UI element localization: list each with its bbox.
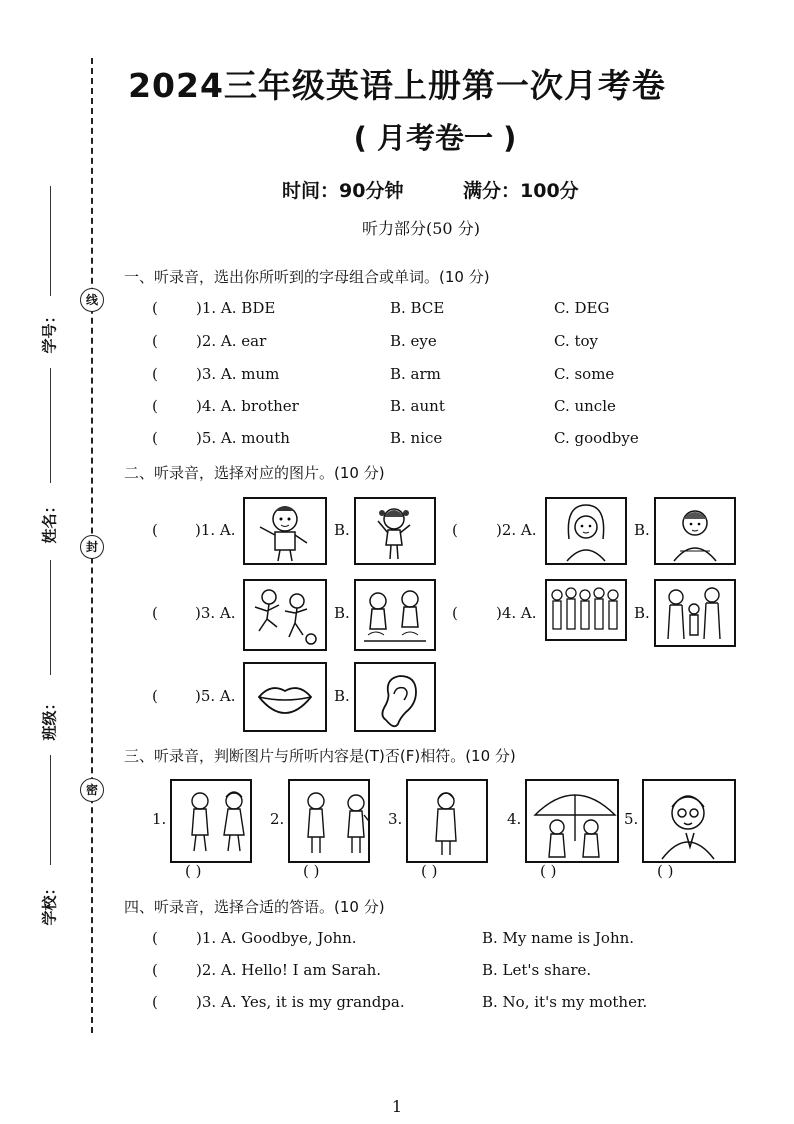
answer-paren[interactable]: (	[152, 687, 158, 705]
s3-item-number: 3.	[388, 810, 403, 828]
s3-picture-drawing	[527, 781, 617, 861]
class-line[interactable]	[50, 560, 51, 675]
s2-q5-label: )5. A.	[195, 687, 236, 705]
answer-paren[interactable]: (	[152, 993, 158, 1011]
section3-heading: 三、听录音，判断图片与所听内容是(T)否(F)相符。(10 分)	[124, 747, 516, 765]
boy-waving-drawing	[245, 499, 325, 563]
s3-picture[interactable]	[406, 779, 488, 863]
s1-option-b: B. BCE	[390, 299, 445, 317]
binding-mark-line: 线	[80, 288, 104, 312]
answer-paren[interactable]: (	[152, 299, 158, 317]
s4-option-a: )2. A. Hello! I am Sarah.	[196, 961, 382, 979]
s1-option-b: B. arm	[390, 365, 441, 383]
s1-option-c: C. toy	[554, 332, 599, 350]
s2-q3-label: )3. A.	[195, 604, 236, 622]
s3-picture[interactable]	[642, 779, 736, 863]
picture-boy-portrait[interactable]	[654, 497, 736, 565]
answer-paren[interactable]: (	[152, 397, 158, 415]
picture-boy-waving[interactable]	[243, 497, 327, 565]
s3-answer-paren[interactable]: ( )	[657, 862, 674, 880]
school-line[interactable]	[50, 755, 51, 865]
time-label: 时间：90分钟	[282, 180, 404, 202]
page-title: 2024三年级英语上册第一次月考卷	[128, 66, 666, 105]
s3-item-number: 5.	[624, 810, 639, 828]
s3-answer-paren[interactable]: ( )	[303, 862, 320, 880]
kids-playing-drawing	[356, 581, 434, 649]
s2-q5-b-label: B.	[334, 687, 350, 705]
picture-kids-playing[interactable]	[354, 579, 436, 651]
s3-picture-drawing	[172, 781, 250, 861]
binding-mark-secret: 密	[80, 778, 104, 802]
answer-paren[interactable]: (	[452, 604, 458, 622]
school-label: 学校：	[40, 880, 59, 926]
student-id-line[interactable]	[50, 186, 51, 296]
score-label: 满分：100分	[463, 180, 579, 202]
boy-portrait-drawing	[656, 499, 734, 563]
s3-picture[interactable]	[288, 779, 370, 863]
s2-q2-label: )2. A.	[496, 521, 537, 539]
section2-heading: 二、听录音，选择对应的图片。(10 分)	[124, 464, 385, 482]
s3-item-number: 4.	[507, 810, 522, 828]
s4-option-b: B. Let's share.	[482, 961, 592, 979]
s4-option-a: )1. A. Goodbye, John.	[196, 929, 357, 947]
answer-paren[interactable]: (	[152, 429, 158, 447]
picture-girl-waving[interactable]	[354, 497, 436, 565]
s2-q1-label: )1. A.	[195, 521, 236, 539]
s1-option-b: B. eye	[390, 332, 437, 350]
s2-q3-b-label: B.	[334, 604, 350, 622]
s1-option-c: C. some	[554, 365, 615, 383]
s1-option-b: B. nice	[390, 429, 443, 447]
s1-option-a: )5. A. mouth	[196, 429, 290, 447]
picture-girl-portrait[interactable]	[545, 497, 627, 565]
s1-option-a: )3. A. mum	[196, 365, 280, 383]
answer-paren[interactable]: (	[152, 332, 158, 350]
s1-option-a: )4. A. brother	[196, 397, 299, 415]
kids-soccer-drawing	[245, 581, 325, 649]
s3-item-number: 1.	[152, 810, 167, 828]
s3-answer-paren[interactable]: ( )	[421, 862, 438, 880]
name-label: 姓名：	[40, 498, 59, 544]
girl-waving-drawing	[356, 499, 434, 563]
s3-picture-drawing	[644, 781, 734, 861]
picture-mouth[interactable]	[243, 662, 327, 732]
name-line[interactable]	[50, 368, 51, 483]
s1-option-a: )1. A. BDE	[196, 299, 276, 317]
s2-q4-b-label: B.	[634, 604, 650, 622]
s1-option-c: C. DEG	[554, 299, 610, 317]
girl-portrait-drawing	[547, 499, 625, 563]
s1-option-c: C. goodbye	[554, 429, 639, 447]
s3-answer-paren[interactable]: ( )	[540, 862, 557, 880]
class-label: 班级：	[40, 695, 59, 741]
ear-drawing	[356, 664, 434, 730]
binding-mark-seal: 封	[80, 535, 104, 559]
answer-paren[interactable]: (	[152, 961, 158, 979]
s3-picture-drawing	[408, 781, 486, 861]
section1-heading: 一、听录音，选出你所听到的字母组合或单词。(10 分)	[124, 268, 490, 286]
s3-answer-paren[interactable]: ( )	[185, 862, 202, 880]
s3-item-number: 2.	[270, 810, 285, 828]
picture-big-family[interactable]	[545, 579, 627, 641]
picture-small-family[interactable]	[654, 579, 736, 647]
s3-picture[interactable]	[525, 779, 619, 863]
s4-option-b: B. My name is John.	[482, 929, 635, 947]
s3-picture-drawing	[290, 781, 368, 861]
s4-option-b: B. No, it's my mother.	[482, 993, 648, 1011]
s2-q4-label: )4. A.	[496, 604, 537, 622]
s1-option-a: )2. A. ear	[196, 332, 267, 350]
picture-ear[interactable]	[354, 662, 436, 732]
student-id-label: 学号：	[40, 308, 59, 354]
big-family-drawing	[547, 581, 625, 639]
s1-option-b: B. aunt	[390, 397, 445, 415]
answer-paren[interactable]: (	[152, 929, 158, 947]
listening-part-label: 听力部分(50 分)	[362, 219, 480, 238]
small-family-drawing	[656, 581, 734, 645]
s2-q1-b-label: B.	[334, 521, 350, 539]
s4-option-a: )3. A. Yes, it is my grandpa.	[196, 993, 405, 1011]
s2-q2-b-label: B.	[634, 521, 650, 539]
page-subtitle: ( 月考卷一 )	[353, 121, 517, 155]
answer-paren[interactable]: (	[452, 521, 458, 539]
answer-paren[interactable]: (	[152, 521, 158, 539]
section4-heading: 四、听录音，选择合适的答语。(10 分)	[124, 898, 385, 916]
s3-picture[interactable]	[170, 779, 252, 863]
s1-option-c: C. uncle	[554, 397, 616, 415]
mouth-drawing	[245, 664, 325, 730]
picture-kids-soccer[interactable]	[243, 579, 327, 651]
page-number: 1	[391, 1097, 403, 1116]
answer-paren[interactable]: (	[152, 365, 158, 383]
answer-paren[interactable]: (	[152, 604, 158, 622]
